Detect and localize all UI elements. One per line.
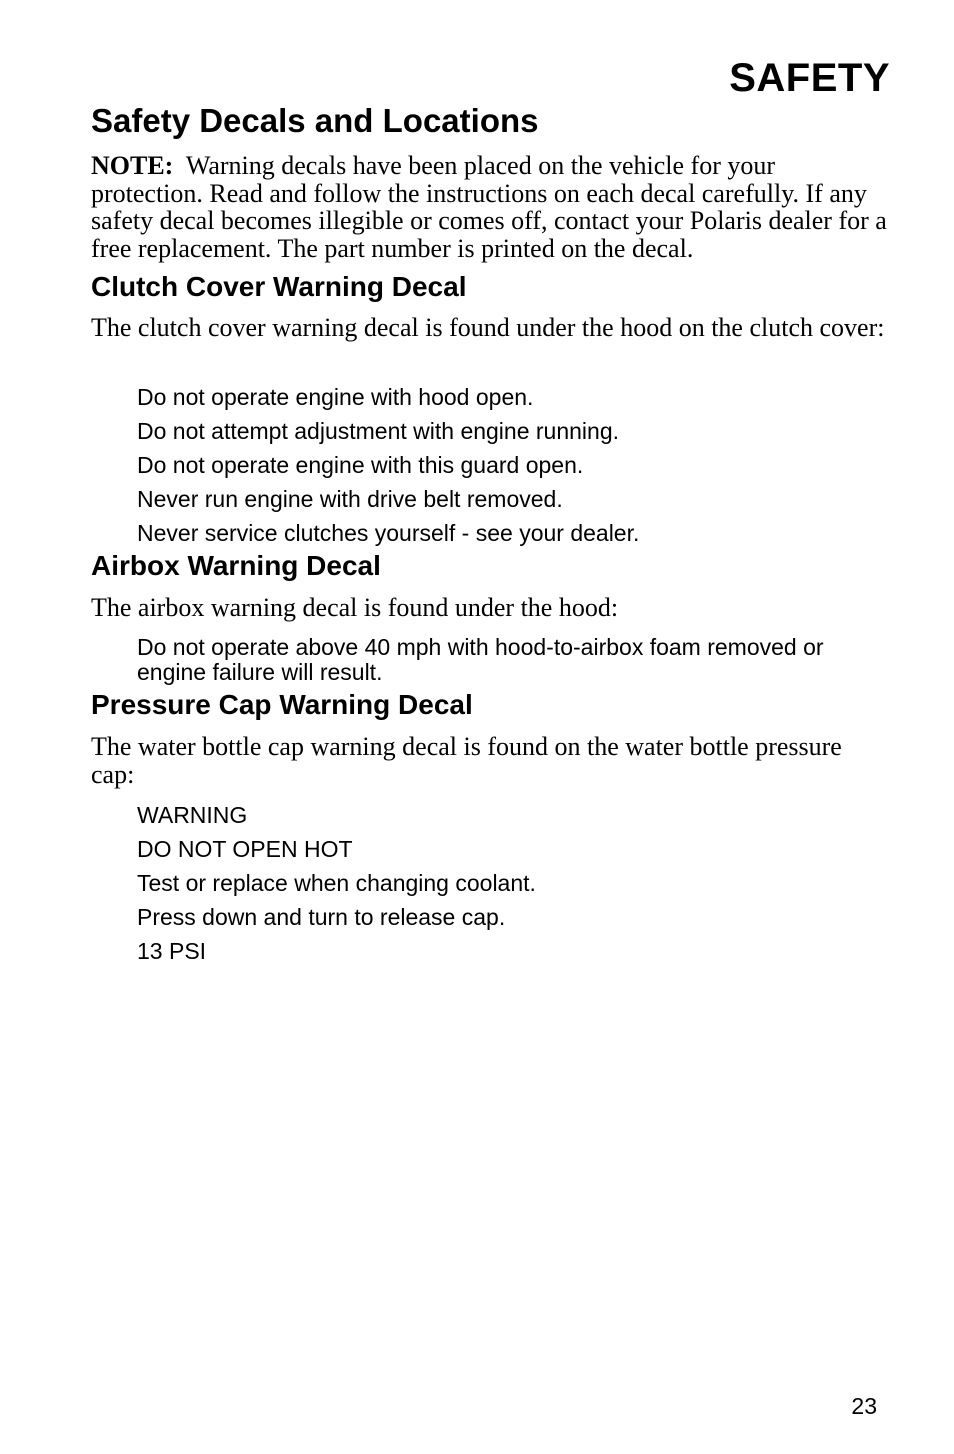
note-text: Warning decals have been placed on the vehicle for your protection. Read and follow the instructions on each decal carefully. If any safety decal becomes illegible or comes off, contact your Polaris dealer for a free replacement. The part number is printed on the decal. <box>91 151 887 263</box>
page-title: Safety Decals and Locations <box>91 102 539 139</box>
pressure-decal-line: WARNING <box>137 802 248 828</box>
pressure-decal-line: Press down and turn to release cap. <box>137 904 506 930</box>
airbox-heading: Airbox Warning Decal <box>91 550 381 581</box>
note-paragraph <box>91 152 891 262</box>
clutch-decal-line: Never service clutches yourself - see your dealer. <box>137 520 640 546</box>
pressure-heading: Pressure Cap Warning Decal <box>91 689 473 720</box>
pressure-decal-line: Test or replace when changing coolant. <box>137 870 536 896</box>
clutch-intro: The clutch cover warning decal is found under the hood on the clutch cover: <box>91 313 885 342</box>
section-header: SAFETY <box>729 56 890 100</box>
airbox-intro: The airbox warning decal is found under the hood: <box>91 593 619 622</box>
clutch-decal-line: Do not attempt adjustment with engine running. <box>137 418 620 444</box>
airbox-decal-text: Do not operate above 40 mph with hood-to-airbox foam removed or engine failure will result. <box>137 634 824 685</box>
note-label: NOTE: <box>91 151 174 180</box>
pressure-decal-line: 13 PSI <box>137 938 207 964</box>
clutch-decal-line: Do not operate engine with hood open. <box>137 384 534 410</box>
pressure-decal-line: DO NOT OPEN HOT <box>137 836 353 862</box>
pressure-intro: The water bottle cap warning decal is found on the water bottle pressure cap: <box>91 732 842 789</box>
clutch-decal-line: Do not operate engine with this guard open. <box>137 452 584 478</box>
clutch-decal-line: Never run engine with drive belt removed. <box>137 486 563 512</box>
clutch-heading: Clutch Cover Warning Decal <box>91 271 467 302</box>
page-number: 23 <box>851 1393 877 1419</box>
